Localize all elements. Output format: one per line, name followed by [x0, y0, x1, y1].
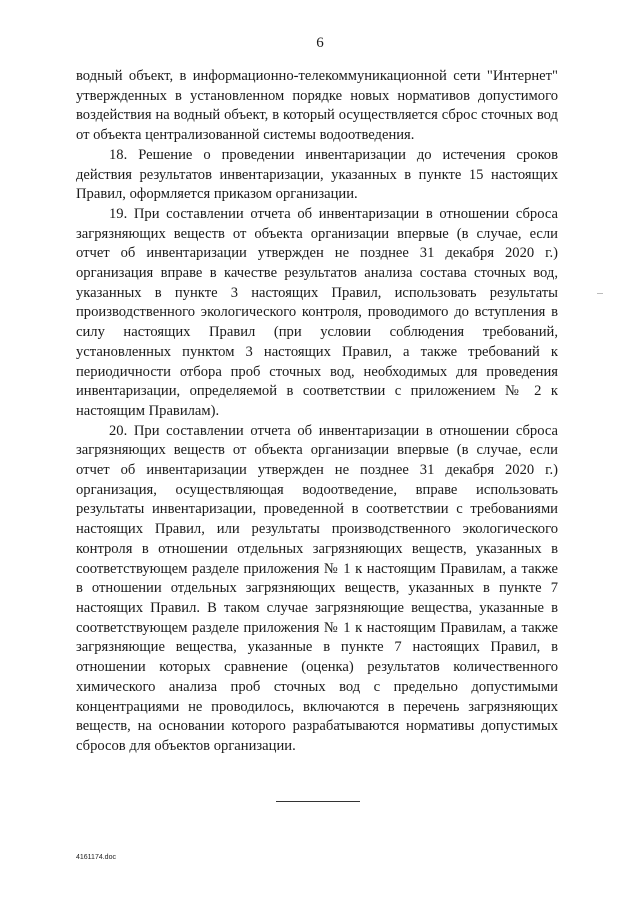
page-number: 6: [316, 35, 324, 51]
margin-mark: [597, 293, 603, 294]
paragraph-19: 19. При составлении отчета об инвентаризации в отношении сброса загрязняющих веществ от объекта организации впервые (в случае, если отчет об инвентаризации утвержден не позднее 31 декабря 2020 г.) организация вправе в качестве результатов анализа состава сточных вод, указанных в пункте 3 настоящих Правил, использовать результаты производственного экологического контроля, проводимого до вступления в силу настоящих Правил (при условии соблюдения требований, установленных пунктом 3 настоящих Правил, а также требований к периодичности отбора проб сточных вод, необходимых для проведения инвентаризации, определяемой в соответствии с приложением № 2 к настоящим Правилам).: [76, 205, 558, 419]
document-body: [76, 67, 558, 757]
paragraph-20: 20. При составлении отчета об инвентаризации в отношении сброса загрязняющих веществ от объекта организации впервые (в случае, если отчет об инвентаризации утвержден не позднее 31 декабря 2020 г.) организация, осуществляющая водоотведение, вправе использовать результаты инвентаризации, проведенной в соответствии с требованиями настоящих Правил, или результаты производственного экологического контроля в отношении отдельных загрязняющих веществ, указанных в соответствующем разделе приложения № 1 к настоящим Правилам, а также в отношении отдельных загрязняющих веществ, указанных в пункте 7 настоящих Правил. В таком случае загрязняющие вещества, указанные в соответствующем разделе приложения № 1 к настоящим Правилам, а также загрязняющие вещества, указанные в пункте 7 настоящих Правил, в отношении которых сравнение (оценка) результатов количественного химического анализа проб сточных вод с предельно допустимыми концентрациями не проводилось, включаются в перечень загрязняющих веществ, на основании которого разрабатываются нормативы допустимых сбросов для объектов организации.: [76, 422, 558, 754]
end-divider: [276, 801, 360, 802]
file-reference: 4161174.doc: [76, 854, 116, 861]
paragraph-18: 18. Решение о проведении инвентаризации до истечения сроков действия результатов инвентаризации, указанных в пункте 15 настоящих Правил, оформляется приказом организации.: [76, 146, 558, 203]
paragraph-continuation: водный объект, в информационно-телекоммуникационной сети "Интернет" утвержденных в установленном порядке новых нормативов допустимого воздействия на водный объект, в который осуществляется сброс сточных вод от объекта централизованной системы водоотведения.: [76, 68, 558, 144]
